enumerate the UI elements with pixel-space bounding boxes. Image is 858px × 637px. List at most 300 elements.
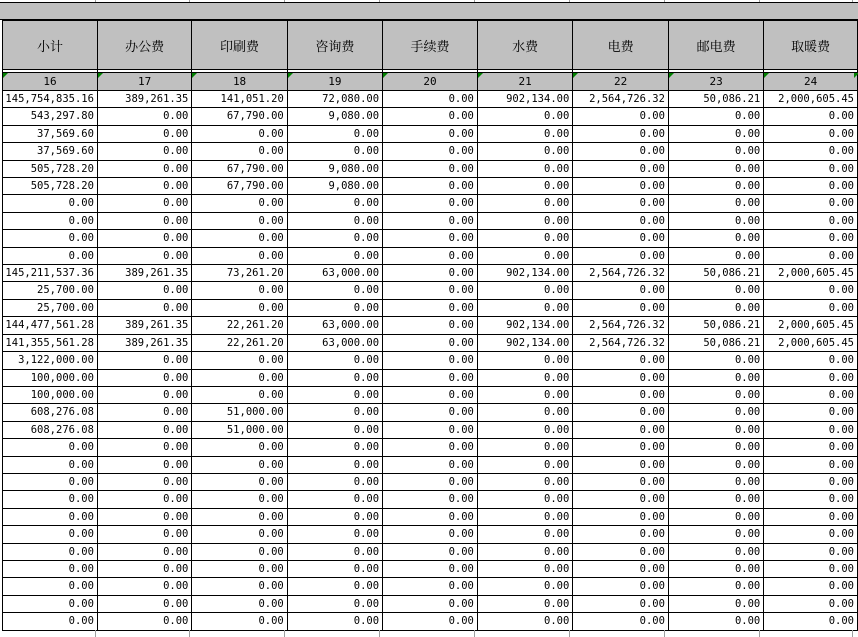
cell[interactable]: 0.00	[764, 421, 858, 438]
cell[interactable]: 0.00	[573, 386, 669, 403]
cell[interactable]: 0.00	[97, 543, 191, 560]
cell[interactable]: 25,700.00	[3, 282, 98, 299]
cell[interactable]: 0.00	[668, 526, 763, 543]
cell[interactable]: 0.00	[477, 160, 572, 177]
cell[interactable]: 67,790.00	[192, 108, 287, 125]
cell[interactable]: 0.00	[192, 456, 287, 473]
cell[interactable]: 0.00	[287, 578, 382, 595]
cell[interactable]: 0.00	[97, 108, 191, 125]
cell[interactable]: 0.00	[287, 125, 382, 142]
cell[interactable]: 0.00	[764, 125, 858, 142]
cell[interactable]: 0.00	[3, 230, 98, 247]
cell[interactable]: 0.00	[97, 491, 191, 508]
cell[interactable]: 0.00	[192, 352, 287, 369]
cell[interactable]: 0.00	[97, 526, 191, 543]
cell[interactable]: 0.00	[3, 578, 98, 595]
cell[interactable]: 0.00	[668, 508, 763, 525]
cell[interactable]: 37,569.60	[3, 143, 98, 160]
cell[interactable]: 0.00	[764, 369, 858, 386]
cell[interactable]: 0.00	[383, 143, 478, 160]
cell[interactable]: 0.00	[383, 369, 478, 386]
cell[interactable]: 0.00	[192, 125, 287, 142]
cell[interactable]: 0.00	[3, 595, 98, 612]
column-index-cell[interactable]	[668, 73, 763, 91]
cell[interactable]: 0.00	[668, 352, 763, 369]
column-header-18[interactable]: 印刷费	[192, 21, 287, 70]
cell[interactable]: 2,564,726.32	[573, 265, 669, 282]
cell[interactable]: 0.00	[97, 369, 191, 386]
cell[interactable]: 0.00	[3, 212, 98, 229]
cell[interactable]: 2,000,605.45	[764, 317, 858, 334]
cell[interactable]: 0.00	[668, 578, 763, 595]
cell[interactable]: 25,700.00	[3, 299, 98, 316]
cell[interactable]: 9,080.00	[287, 160, 382, 177]
cell[interactable]: 0.00	[287, 543, 382, 560]
cell[interactable]: 0.00	[573, 178, 669, 195]
column-header-21[interactable]: 水费	[477, 21, 572, 70]
cell[interactable]: 0.00	[477, 439, 572, 456]
cell[interactable]: 0.00	[192, 439, 287, 456]
cell[interactable]: 0.00	[477, 560, 572, 577]
cell[interactable]: 0.00	[192, 473, 287, 490]
column-header-24[interactable]: 取暖费	[764, 21, 858, 70]
cell[interactable]: 0.00	[573, 439, 669, 456]
cell[interactable]: 0.00	[477, 526, 572, 543]
cell[interactable]: 0.00	[97, 404, 191, 421]
cell[interactable]: 2,564,726.32	[573, 334, 669, 351]
cell[interactable]: 0.00	[383, 543, 478, 560]
cell[interactable]: 0.00	[192, 526, 287, 543]
cell[interactable]: 0.00	[287, 404, 382, 421]
cell[interactable]: 0.00	[764, 508, 858, 525]
cell[interactable]: 0.00	[287, 508, 382, 525]
cell[interactable]: 0.00	[383, 456, 478, 473]
cell[interactable]: 0.00	[97, 352, 191, 369]
cell[interactable]: 0.00	[764, 143, 858, 160]
cell[interactable]: 0.00	[668, 543, 763, 560]
cell[interactable]: 0.00	[97, 230, 191, 247]
cell[interactable]: 0.00	[668, 386, 763, 403]
cell[interactable]: 0.00	[383, 421, 478, 438]
cell[interactable]: 0.00	[668, 613, 763, 630]
cell[interactable]: 0.00	[97, 508, 191, 525]
cell[interactable]: 902,134.00	[477, 91, 572, 108]
cell[interactable]: 0.00	[668, 195, 763, 212]
cell[interactable]: 0.00	[764, 473, 858, 490]
cell[interactable]: 0.00	[192, 247, 287, 264]
column-index-cell[interactable]	[192, 73, 287, 91]
cell[interactable]: 0.00	[192, 613, 287, 630]
cell[interactable]: 0.00	[573, 352, 669, 369]
cell[interactable]: 0.00	[3, 491, 98, 508]
cell[interactable]: 0.00	[97, 299, 191, 316]
cell[interactable]: 0.00	[97, 578, 191, 595]
cell[interactable]: 144,477,561.28	[3, 317, 98, 334]
column-header-17[interactable]: 办公费	[97, 21, 191, 70]
cell[interactable]: 0.00	[383, 404, 478, 421]
cell[interactable]: 51,000.00	[192, 421, 287, 438]
cell[interactable]: 0.00	[383, 578, 478, 595]
cell[interactable]: 0.00	[764, 386, 858, 403]
cell[interactable]: 0.00	[573, 143, 669, 160]
cell[interactable]: 0.00	[383, 473, 478, 490]
cell[interactable]: 0.00	[573, 404, 669, 421]
cell[interactable]: 0.00	[668, 247, 763, 264]
cell[interactable]: 0.00	[383, 560, 478, 577]
cell[interactable]: 0.00	[383, 265, 478, 282]
cell[interactable]: 0.00	[764, 578, 858, 595]
cell[interactable]: 0.00	[383, 352, 478, 369]
cell[interactable]: 37,569.60	[3, 125, 98, 142]
cell[interactable]: 0.00	[3, 613, 98, 630]
cell[interactable]: 67,790.00	[192, 160, 287, 177]
cell[interactable]: 505,728.20	[3, 178, 98, 195]
cell[interactable]: 0.00	[383, 334, 478, 351]
cell[interactable]: 0.00	[573, 160, 669, 177]
column-index-cell[interactable]	[97, 73, 191, 91]
cell[interactable]: 0.00	[764, 543, 858, 560]
cell[interactable]: 0.00	[192, 386, 287, 403]
cell[interactable]: 0.00	[668, 160, 763, 177]
cell[interactable]: 0.00	[764, 230, 858, 247]
cell[interactable]: 50,086.21	[668, 317, 763, 334]
cell[interactable]: 0.00	[192, 543, 287, 560]
cell[interactable]: 0.00	[97, 473, 191, 490]
cell[interactable]: 608,276.08	[3, 421, 98, 438]
cell[interactable]: 0.00	[287, 473, 382, 490]
cell[interactable]: 0.00	[668, 595, 763, 612]
cell[interactable]: 0.00	[668, 108, 763, 125]
cell[interactable]: 0.00	[383, 91, 478, 108]
cell[interactable]: 0.00	[383, 526, 478, 543]
column-header-23[interactable]: 邮电费	[668, 21, 763, 70]
cell[interactable]: 0.00	[668, 439, 763, 456]
cell[interactable]: 0.00	[383, 613, 478, 630]
cell[interactable]: 2,564,726.32	[573, 317, 669, 334]
cell[interactable]: 0.00	[668, 404, 763, 421]
cell[interactable]: 0.00	[97, 160, 191, 177]
cell[interactable]: 0.00	[668, 299, 763, 316]
cell[interactable]: 0.00	[573, 578, 669, 595]
cell[interactable]: 0.00	[383, 125, 478, 142]
cell[interactable]: 0.00	[573, 595, 669, 612]
column-header-22[interactable]: 电费	[573, 21, 669, 70]
column-index-cell[interactable]	[287, 73, 382, 91]
column-header-16[interactable]: 小计	[3, 21, 98, 70]
cell[interactable]: 0.00	[97, 386, 191, 403]
cell[interactable]: 0.00	[764, 439, 858, 456]
cell[interactable]: 0.00	[287, 491, 382, 508]
cell[interactable]: 0.00	[97, 247, 191, 264]
column-index-cell[interactable]	[764, 73, 858, 91]
cell[interactable]: 0.00	[383, 178, 478, 195]
cell[interactable]: 0.00	[764, 178, 858, 195]
cell[interactable]: 0.00	[764, 299, 858, 316]
cell[interactable]: 0.00	[573, 508, 669, 525]
cell[interactable]: 0.00	[764, 595, 858, 612]
cell[interactable]: 50,086.21	[668, 265, 763, 282]
cell[interactable]: 0.00	[287, 439, 382, 456]
cell[interactable]: 145,211,537.36	[3, 265, 98, 282]
cell[interactable]: 0.00	[764, 491, 858, 508]
cell[interactable]: 0.00	[764, 404, 858, 421]
cell[interactable]: 0.00	[477, 404, 572, 421]
cell[interactable]: 0.00	[97, 282, 191, 299]
cell[interactable]: 0.00	[573, 491, 669, 508]
cell[interactable]: 0.00	[477, 247, 572, 264]
cell[interactable]: 0.00	[97, 421, 191, 438]
cell[interactable]: 0.00	[287, 560, 382, 577]
cell[interactable]: 0.00	[573, 212, 669, 229]
cell[interactable]: 0.00	[477, 212, 572, 229]
cell[interactable]: 0.00	[477, 508, 572, 525]
cell[interactable]: 9,080.00	[287, 108, 382, 125]
cell[interactable]: 0.00	[383, 491, 478, 508]
cell[interactable]: 0.00	[287, 369, 382, 386]
cell[interactable]: 0.00	[477, 491, 572, 508]
cell[interactable]: 0.00	[573, 543, 669, 560]
cell[interactable]: 0.00	[573, 456, 669, 473]
cell[interactable]: 0.00	[764, 195, 858, 212]
cell[interactable]: 2,000,605.45	[764, 91, 858, 108]
cell[interactable]: 0.00	[97, 560, 191, 577]
column-index-cell[interactable]	[573, 73, 669, 91]
table-row	[3, 508, 858, 525]
cell[interactable]: 0.00	[287, 195, 382, 212]
cell[interactable]: 0.00	[573, 282, 669, 299]
merged-title-cell[interactable]	[0, 2, 858, 20]
cell[interactable]: 0.00	[192, 508, 287, 525]
cell[interactable]: 902,134.00	[477, 334, 572, 351]
cell[interactable]: 389,261.35	[97, 317, 191, 334]
cell[interactable]: 0.00	[383, 439, 478, 456]
cell[interactable]: 0.00	[287, 386, 382, 403]
cell[interactable]: 0.00	[3, 560, 98, 577]
cell[interactable]: 0.00	[192, 143, 287, 160]
cell[interactable]: 0.00	[668, 143, 763, 160]
cell[interactable]: 0.00	[477, 543, 572, 560]
cell[interactable]: 0.00	[3, 456, 98, 473]
cell[interactable]: 0.00	[97, 125, 191, 142]
cell[interactable]: 0.00	[97, 143, 191, 160]
cell[interactable]: 0.00	[383, 160, 478, 177]
cell[interactable]: 0.00	[668, 230, 763, 247]
cell[interactable]: 0.00	[477, 456, 572, 473]
cell[interactable]: 0.00	[97, 439, 191, 456]
cell[interactable]: 0.00	[573, 473, 669, 490]
cell[interactable]: 100,000.00	[3, 386, 98, 403]
cell[interactable]: 0.00	[477, 178, 572, 195]
cell[interactable]: 0.00	[477, 299, 572, 316]
cell[interactable]: 0.00	[573, 526, 669, 543]
cell[interactable]: 902,134.00	[477, 317, 572, 334]
column-index-cell[interactable]	[3, 73, 98, 91]
column-header-20[interactable]: 手续费	[383, 21, 478, 70]
cell[interactable]: 0.00	[764, 560, 858, 577]
cell[interactable]: 0.00	[383, 595, 478, 612]
cell[interactable]: 0.00	[192, 212, 287, 229]
cell[interactable]: 3,122,000.00	[3, 352, 98, 369]
cell[interactable]: 0.00	[192, 195, 287, 212]
cell[interactable]: 0.00	[287, 595, 382, 612]
cell[interactable]: 0.00	[3, 508, 98, 525]
cell[interactable]: 0.00	[573, 613, 669, 630]
cell[interactable]: 0.00	[383, 508, 478, 525]
cell[interactable]: 0.00	[3, 439, 98, 456]
cell[interactable]: 0.00	[668, 282, 763, 299]
cell[interactable]: 0.00	[477, 473, 572, 490]
cell[interactable]: 0.00	[668, 125, 763, 142]
column-index-label: 23	[709, 75, 723, 88]
cell[interactable]: 73,261.20	[192, 265, 287, 282]
cell[interactable]: 543,297.80	[3, 108, 98, 125]
cell[interactable]: 0.00	[668, 560, 763, 577]
cell[interactable]: 22,261.20	[192, 317, 287, 334]
column-index-cell[interactable]	[383, 73, 478, 91]
cell[interactable]: 2,000,605.45	[764, 334, 858, 351]
cell[interactable]: 0.00	[383, 247, 478, 264]
cell[interactable]: 63,000.00	[287, 317, 382, 334]
cell[interactable]: 51,000.00	[192, 404, 287, 421]
cell[interactable]: 0.00	[668, 369, 763, 386]
cell[interactable]: 0.00	[477, 578, 572, 595]
cell[interactable]: 0.00	[383, 195, 478, 212]
cell[interactable]: 0.00	[97, 178, 191, 195]
cell[interactable]: 902,134.00	[477, 265, 572, 282]
cell[interactable]: 0.00	[97, 456, 191, 473]
cell[interactable]: 0.00	[3, 473, 98, 490]
cell[interactable]: 0.00	[477, 195, 572, 212]
cell[interactable]: 0.00	[477, 230, 572, 247]
cell[interactable]: 0.00	[573, 421, 669, 438]
cell[interactable]: 0.00	[764, 352, 858, 369]
cell[interactable]: 0.00	[573, 125, 669, 142]
cell[interactable]: 505,728.20	[3, 160, 98, 177]
cell[interactable]: 0.00	[477, 352, 572, 369]
cell[interactable]: 0.00	[477, 595, 572, 612]
cell[interactable]: 0.00	[287, 613, 382, 630]
cell[interactable]: 100,000.00	[3, 369, 98, 386]
cell[interactable]: 0.00	[287, 247, 382, 264]
cell[interactable]: 0.00	[287, 352, 382, 369]
cell[interactable]: 0.00	[192, 282, 287, 299]
cell[interactable]: 0.00	[287, 282, 382, 299]
cell[interactable]: 0.00	[383, 230, 478, 247]
cell[interactable]: 0.00	[764, 526, 858, 543]
cell[interactable]: 0.00	[477, 613, 572, 630]
cell[interactable]: 141,355,561.28	[3, 334, 98, 351]
column-index-cell[interactable]	[477, 73, 572, 91]
cell[interactable]: 389,261.35	[97, 91, 191, 108]
cell[interactable]: 67,790.00	[192, 178, 287, 195]
cell[interactable]: 0.00	[192, 560, 287, 577]
cell[interactable]: 50,086.21	[668, 91, 763, 108]
cell[interactable]: 0.00	[192, 578, 287, 595]
cell[interactable]: 0.00	[668, 473, 763, 490]
cell[interactable]: 0.00	[573, 108, 669, 125]
cell[interactable]: 0.00	[668, 212, 763, 229]
cell[interactable]: 0.00	[573, 369, 669, 386]
cell[interactable]: 0.00	[764, 282, 858, 299]
cell[interactable]: 0.00	[668, 421, 763, 438]
cell[interactable]: 0.00	[764, 108, 858, 125]
cell[interactable]: 0.00	[477, 369, 572, 386]
cell[interactable]: 0.00	[383, 386, 478, 403]
cell[interactable]: 0.00	[573, 299, 669, 316]
cell[interactable]: 0.00	[3, 195, 98, 212]
cell[interactable]: 0.00	[477, 282, 572, 299]
cell[interactable]: 0.00	[764, 160, 858, 177]
cell[interactable]: 0.00	[287, 299, 382, 316]
cell[interactable]: 0.00	[97, 212, 191, 229]
cell[interactable]: 50,086.21	[668, 334, 763, 351]
cell[interactable]: 0.00	[668, 178, 763, 195]
cell[interactable]: 608,276.08	[3, 404, 98, 421]
cell[interactable]: 0.00	[764, 212, 858, 229]
cell[interactable]: 0.00	[383, 108, 478, 125]
cell[interactable]: 0.00	[192, 369, 287, 386]
cell[interactable]: 0.00	[192, 491, 287, 508]
cell[interactable]: 0.00	[192, 595, 287, 612]
cell[interactable]: 22,261.20	[192, 334, 287, 351]
cell[interactable]: 389,261.35	[97, 265, 191, 282]
cell[interactable]: 2,000,605.45	[764, 265, 858, 282]
cell[interactable]: 0.00	[764, 247, 858, 264]
cell[interactable]: 0.00	[287, 230, 382, 247]
cell[interactable]: 0.00	[668, 491, 763, 508]
cell[interactable]: 2,564,726.32	[573, 91, 669, 108]
column-header-19[interactable]: 咨询费	[287, 21, 382, 70]
cell[interactable]: 0.00	[383, 282, 478, 299]
cell[interactable]: 0.00	[97, 613, 191, 630]
cell[interactable]: 0.00	[477, 108, 572, 125]
cell[interactable]: 9,080.00	[287, 178, 382, 195]
cell[interactable]: 0.00	[573, 195, 669, 212]
cell[interactable]: 0.00	[287, 526, 382, 543]
cell[interactable]: 0.00	[287, 421, 382, 438]
cell[interactable]: 0.00	[3, 543, 98, 560]
cell[interactable]: 0.00	[764, 456, 858, 473]
cell[interactable]: 0.00	[573, 247, 669, 264]
cell[interactable]: 389,261.35	[97, 334, 191, 351]
cell[interactable]: 0.00	[3, 526, 98, 543]
cell[interactable]: 145,754,835.16	[3, 91, 98, 108]
cell[interactable]: 0.00	[287, 212, 382, 229]
cell[interactable]: 0.00	[383, 317, 478, 334]
cell[interactable]: 0.00	[192, 230, 287, 247]
cell[interactable]: 0.00	[383, 299, 478, 316]
cell[interactable]: 0.00	[477, 421, 572, 438]
cell[interactable]: 0.00	[287, 143, 382, 160]
cell[interactable]: 0.00	[383, 212, 478, 229]
cell[interactable]: 0.00	[668, 456, 763, 473]
cell[interactable]: 0.00	[3, 247, 98, 264]
cell[interactable]: 0.00	[97, 195, 191, 212]
cell[interactable]: 72,080.00	[287, 91, 382, 108]
cell[interactable]: 63,000.00	[287, 334, 382, 351]
cell[interactable]: 0.00	[97, 595, 191, 612]
cell[interactable]: 0.00	[573, 230, 669, 247]
cell[interactable]: 0.00	[764, 613, 858, 630]
cell[interactable]: 0.00	[287, 456, 382, 473]
cell[interactable]: 0.00	[477, 386, 572, 403]
cell[interactable]: 141,051.20	[192, 91, 287, 108]
cell[interactable]: 0.00	[477, 125, 572, 142]
cell[interactable]: 0.00	[192, 299, 287, 316]
cell[interactable]: 0.00	[573, 560, 669, 577]
cell[interactable]: 0.00	[477, 143, 572, 160]
cell[interactable]: 63,000.00	[287, 265, 382, 282]
